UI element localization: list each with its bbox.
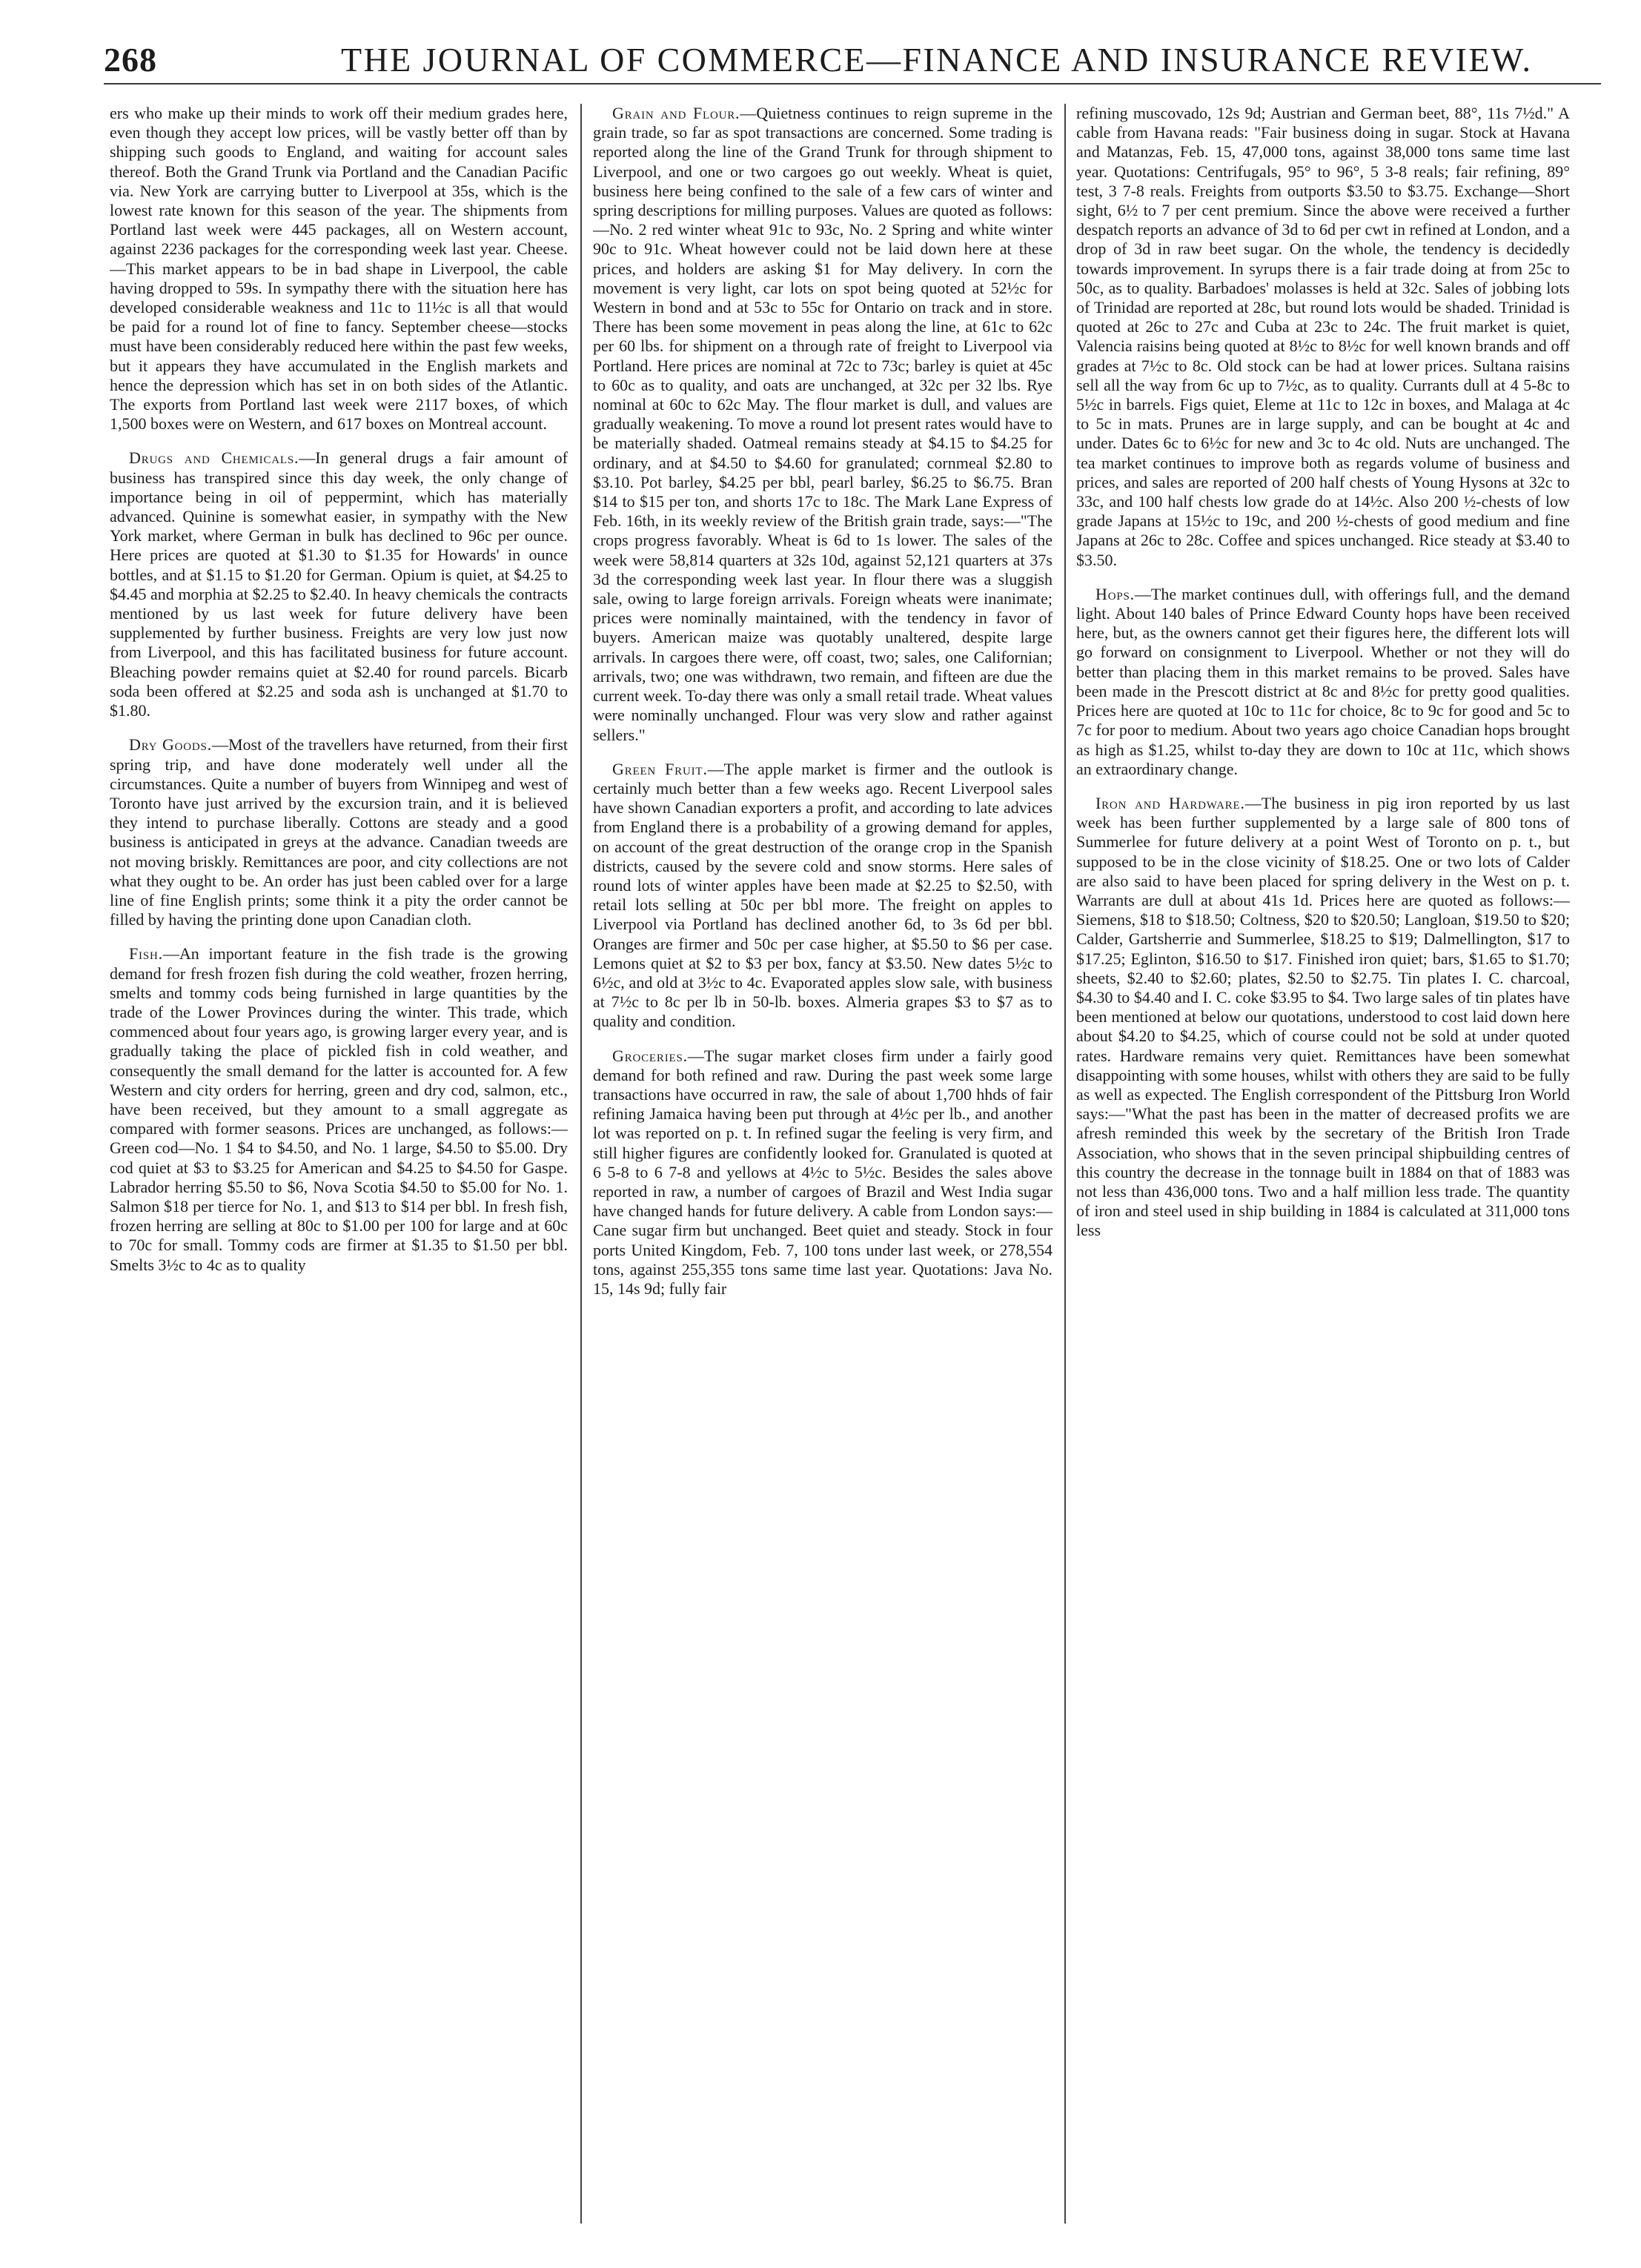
column-2	[593, 104, 1052, 2231]
article-paragraph: refining muscovado, 12s 9d; Austrian and German beet, 88°, 11s 7½d." A cable from Havana reads: "Fair business doing in sugar. Stock at Havana and Matanzas, Feb. 15, 47,000 tons, against 38,000 tons same time last year. Quotations: Centrifugals, 95° to 96°, 5 3-8 reals; fair refining, 89° test, 3 7-8 reals. Freights from outports $3.50 to $3.75. Exchange—Short sight, 6½ to 7 per cent premium. Since the above were received a further despatch reports an advance of 3d to 6d per cwt in refined at London, and a drop of 3d in raw beet sugar. On the whole, the tendency is decidedly towards improvement. In syrups there is a fair trade doing at from 25c to 50c, as to quality. Barbadoes' molasses is held at 32c. Sales of jobbing lots of Trinidad are reported at 28c, but round lots would be shaded. Trinidad is quoted at 26c to 27c and Cuba at 23c to 24c. The fruit market is quiet, Valencia raisins being quoted at 8½c to 8½c for well known brands and off grades at 7½c to 8c. Old stock can be had at lower prices. Sultana raisins sell all the way from 6c up to 7½c, as to quality. Currants dull at 4 5-8c to 5½c in barrels. Figs quiet, Eleme at 11c to 12c in boxes, and Malaga at 4c to 5c in mats. Prunes are in large supply, and can be bought at 4c and under. Dates 6c to 6½c for new and 3c to 4c old. Nuts are unchanged. The tea market continues to improve both as regards volume of business and prices, and sales are reported of 200 half chests of Young Hysons at 32c to 33c, and 100 half chests low grade do at 14½c. Also 200 ½-chests of low grade Japans at 15½c to 19c, and 200 ½-chests of good medium and fine Japans at 26c to 28c. Coffee and spices unchanged. Rice steady at $3.40 to $3.50.	[1076, 104, 1570, 569]
journal-title: THE JOURNAL OF COMMERCE—FINANCE AND INSURANCE REVIEW.	[341, 41, 1533, 79]
section-heading: Groceries.	[612, 1046, 688, 1065]
section-heading: Dry Goods.	[129, 735, 212, 755]
page-number: 268	[104, 41, 157, 79]
article-grain-and-flour	[593, 104, 1052, 745]
column-1	[110, 104, 568, 2231]
article-paragraph: —The business in pig iron reported by us last week has been further supplemented by a large sale of 800 tons of Summerlee for future delivery at a point West of Toronto on p. t., but supposed to be in the close vicinity of $18.25. One or two lots of Calder are also said to have been placed for spring delivery in the West on p. t. Warrants are dull at about 41s 1d. Prices here are quoted as follows:—Siemens, $18 to $18.50; Coltness, $20 to $20.50; Langloan, $19.50 to $20; Calder, Gartsherrie and Summerlee, $18.25 to $19; Dalmellington, $17 to $17.25; Eglinton, $16.50 to $17. Finished iron quiet; bars, $1.65 to $1.70; sheets, $2.40 to $2.60; plates, $2.50 to $2.75. Tin plates I. C. charcoal, $4.30 to $4.40 and I. C. coke $3.95 to $4. Two large sales of tin plates have been mentioned at below our quotations, understood to cost laid down here about $4.20 to $4.25, which of course could not be sold at under quoted rates. Hardware remains very quiet. Remittances have been somewhat disappointing with some houses, whilst with others they are said to be fully as well as expected. The English correspondent of the Pittsburg Iron World says:—"What the past has been in the matter of decreased profits we are afresh reminded this week by the secretary of the British Iron Trade Association, who shows that in the seven principal shipbuilding centres of this country the decrease in the tonnage built in 1884 on that of 1883 was not less than 436,000 tons. Two and a half million less trade. The quantity of iron and steel used in ship building in 1884 is calculated at 311,000 tons less	[1076, 793, 1570, 1240]
article-iron-and-hardware	[1076, 794, 1570, 1241]
article-green-fruit	[593, 760, 1052, 1032]
article-paragraph: —Most of the travellers have returned, from their first spring trip, and have done moderately well under all the circumstances. Quite a number of buyers from Winnipeg and west of Toronto have just arrived by the excursion train, and it is believed they intend to purchase liberally. Cottons are steady and a good business is anticipated in greys at the advance. Canadian tweeds are not moving briskly. Remittances are poor, and city collections are not what they ought to be. An order has just been cabled over for a large line of fine English prints; some think it a pity the order cannot be filled by having the printing done upon Canadian cloth.	[110, 735, 568, 929]
article-hops	[1076, 585, 1570, 779]
article-paragraph: —The market continues dull, with offerings full, and the demand light. About 140 bales of Prince Edward County hops have been received here, but, as the owners cannot get their figures here, the different lots will go forward on consignment to Liverpool. Whether or not they will do better than placing them in this market remains to be proved. Sales have been made in the Prescott district at 8c and 8½c for pretty good qualities. Prices here are quoted at 10c to 11c for choice, 8c to 9c for good and 5c to 7c for poor to medium. About two years ago choice Canadian hops brought as high as $1.25, whilst to-day they are down to 10c at 11c, which shows an extraordinary change.	[1076, 584, 1570, 778]
article-paragraph: —The sugar market closes firm under a fairly good demand for both refined and raw. During the past week some large transactions have occurred in raw, the sale of about 1,700 hhds of fair refining Jamaica having been put through at 4½c per lb., and another lot was reported on p. t. In refined sugar the feeling is very firm, and still higher figures are confidently looked for. Granulated is quoted at 6 5-8 to 6 7-8 and yellows at 4½c to 5½c. Besides the sales above reported in raw, a number of cargoes of Brazil and West India sugar have changed hands for future delivery. A cable from London says:—Cane sugar firm but unchanged. Beet quiet and steady. Stock in four ports United Kingdom, Feb. 7, 100 tons under last week, or 278,554 tons, against 255,355 tons same time last year. Quotations: Java No. 15, 14s 9d; fully fair	[593, 1046, 1052, 1298]
column-divider	[1064, 104, 1066, 2224]
article-paragraph: —In general drugs a fair amount of business has transpired since this day week, the only change of importance being in oil of peppermint, which has materially advanced. Quinine is somewhat easier, in sympathy with the New York market, where German in bulk has declined to 96c per ounce. Here prices are quoted at $1.30 to $1.35 for Howards' in ounce bottles, and at $1.15 to $1.20 for German. Opium is quiet, at $4.25 to $4.45 and morphia at $2.25 to $2.40. In heavy chemicals the contracts mentioned by us last week for future delivery have been supplemented by further business. Freights are very low just now from Liverpool, and this has facilitated business for future account. Bleaching powder remains quiet at $2.40 for round parcels. Bicarb soda been offered at $2.25 and soda ash is unchanged at $1.70 to $1.80.	[110, 448, 568, 720]
column-3	[1076, 104, 1570, 2231]
article-paragraph: —The apple market is firmer and the outlook is certainly much better than a few weeks ago. Recent Liverpool sales have shown Canadian exporters a profit, and according to late advices from England there is a probability of a growing demand for apples, on account of the great destruction of the orange crop in the Spanish districts, caused by the severe cold and snow storms. Here sales of round lots of winter apples have been made at $2.25 to $2.50, with retail lots selling at 50c per bbl more. The freight on apples to Liverpool via Portland has declined another 6d, to 3s 6d per bbl. Oranges are firmer and 50c per case higher, at $5.50 to $6 per case. Lemons quiet at $2 to $3 per box, fancy at $3.50. New dates 5½c to 6½c, and old at 3½c to 4c. Evaporated apples slow sale, with business at 7½c to 8c per lb in 50-lb. boxes. Almeria grapes $3 to $7 as to quality and condition.	[593, 759, 1052, 1031]
section-heading: Drugs and Chemicals.	[129, 448, 299, 468]
article-paragraph: ers who make up their minds to work off their medium grades here, even though they accept low prices, will be vastly better off than by shipping such goods to England, and waiting for account sales thereof. Both the Grand Trunk via Portland and the Canadian Pacific via. New York are carrying butter to Liverpool at 35s, which is the lowest rate known for this season of the year. The shipments from Portland last week were 445 packages, all on Western account, against 2236 packages for the corresponding week last year. Cheese.—This market appears to be in bad shape in Liverpool, the cable having dropped to 59s. In sympathy there with the situation here has developed considerable weakness and 11c to 11½c is all that would be paid for a round lot of fine to fancy. September cheese—stocks must have been considerably reduced here within the past few weeks, but it appears they have accumulated in the English markets and hence the depression which has set in on both sides of the Atlantic. The exports from Portland last week were 2117 boxes, of which 1,500 boxes were on Western, and 617 boxes on Montreal account.	[110, 104, 568, 434]
article-groceries	[593, 1047, 1052, 1299]
column-divider	[580, 104, 582, 2224]
article-paragraph: —An important feature in the fish trade is the growing demand for fresh frozen fish during the cold weather, frozen herring, smelts and tommy cods being furnished in large quantities by the trade of the Lower Provinces during the winter. This trade, which commenced about four years ago, is growing larger every year, and is gradually taking the place of pickled fish in cold weather, and consequently the small demand for the latter is accounted for. A few Western and city orders for herring, green and dry cod, salmon, etc., have been received, but they amount to a small aggregate as compared with former seasons. Prices are unchanged, as follows:—Green cod—No. 1 $4 to $4.50, and No. 1 large, $4.50 to $5.00. Dry cod quiet at $3 to $3.25 for American and $4.25 to $4.50 for Gaspe. Labrador herring $5.50 to $6, Nova Scotia $4.50 to $5.00 for No. 1. Salmon $18 per tierce for No. 1, and $13 to $14 per bbl. In fresh fish, frozen herring are selling at 80c to $1.00 per 100 for large and at 60c to 70c for small. Tommy cods are firmer at $1.35 to $1.50 per bbl. Smelts 3½c to 4c as to quality	[110, 944, 568, 1274]
section-heading: Grain and Flour.	[612, 104, 740, 122]
article-drugs-and-chemicals	[110, 448, 568, 720]
article-fish	[110, 944, 568, 1274]
article-paragraph: —Quietness continues to reign supreme in the grain trade, so far as spot transactions are concerned. Some trading is reported along the line of the Grand Trunk for through shipment to Liverpool, and one or two cargoes go out weekly. Wheat is quiet, business here being confined to the sale of a few cars of winter and spring descriptions for milling purposes. Values are quoted as follows:—No. 2 red winter wheat 91c to 93c, No. 2 Spring and white winter 90c to 91c. Wheat however could not be laid down here at these prices, and holders are asking $1 for May delivery. In corn the movement is very light, car lots on spot being quoted at 52½c for Western in bond and at 53c to 55c for Ontario on track and in store. There has been some movement in peas along the line, at 61c to 62c per 60 lbs. for shipment on a through rate of freight to Liverpool via Portland. Here prices are nominal at 72c to 73c; barley is quiet at 45c to 60c as to quality, and oats are unchanged, at 32c per 32 lbs. Rye nominal at 60c to 62c May. The flour market is dull, and values are gradually weakening. To move a round lot present rates would have to be materially shaded. Oatmeal remains steady at $4.15 to $4.25 for ordinary, and at $4.50 to $4.60 for granulated; cornmeal $2.80 to $3.10. Pot barley, $4.25 per bbl, pearl barley, $6.25 to $6.75. Bran $14 to $15 per ton, and shorts 17c to 18c. The Mark Lane Express of Feb. 16th, in its weekly review of the British grain trade, says:—"The crops progress favorably. Wheat is 6d to 1s lower. The sales of the week were 58,814 quarters at 32s 10d, against 52,121 quarters at 37s 3d the corresponding week last year. In flour there was a sluggish sale, owing to large foreign arrivals. Foreign wheats were inanimate; prices were nominally maintained, with the tendency in favor of buyers. American maize was quotably unaltered, despite large arrivals. In cargoes there were, off coast, two; sales, one Californian; arrivals, two; one was withdrawn, two remain, and fifteen are due the current week. To-day there was only a small retail trade. Wheat values were nominally unchanged. Flour was very slow and rather against sellers."	[593, 104, 1052, 744]
article-continuation-butter-cheese	[110, 104, 568, 434]
section-heading: Green Fruit.	[612, 759, 708, 778]
article-dry-goods	[110, 735, 568, 929]
article-continuation-groceries	[1076, 104, 1570, 570]
section-heading: Hops.	[1095, 584, 1135, 603]
section-heading: Iron and Hardware.	[1095, 793, 1245, 812]
section-heading: Fish.	[129, 944, 163, 964]
page-header	[104, 39, 1601, 84]
